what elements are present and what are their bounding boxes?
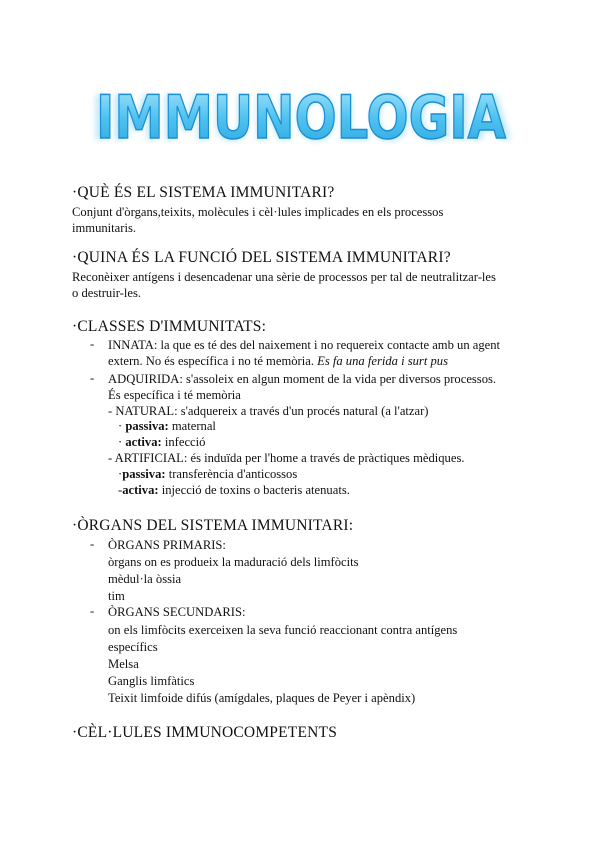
text-primary-organs-title: ÒRGANS PRIMARIS: — [108, 538, 226, 552]
text-function-line2: o destruir-les. — [72, 286, 141, 300]
text-natural: - NATURAL: s'adquereix a través d'un procés natural (a l'atzar) — [108, 404, 429, 418]
banner-title: IMMUNOLOGIA — [96, 83, 507, 153]
text-secondary-organs-desc-2: específics — [108, 640, 158, 654]
heading-immunity-classes: ·CLASSES D'IMMUNITATS: — [72, 318, 267, 335]
title-banner — [86, 80, 516, 160]
text-artificial-activa: -activa: injecció de toxins o bacteris atenuats. — [118, 483, 350, 497]
text-function-line1: Reconèixer antígens i desencadenar una sèrie de processos per tal de neutralitzar-les — [72, 270, 496, 284]
heading-function: ·QUINA ÉS LA FUNCIÓ DEL SISTEMA IMMUNITARI? — [72, 249, 451, 266]
text-secondary-organs-title: ÒRGANS SECUNDARIS: — [108, 605, 246, 619]
text-secondary-organ-1: Melsa — [108, 657, 139, 671]
text-artificial: - ARTIFICIAL: és induïda per l'home a través de pràctiques mèdiques. — [108, 451, 465, 465]
text-innata-line2: extern. No és específica i no té memòria. Es fa una ferida i surt pus — [108, 354, 448, 368]
text-natural-passiva: · passiva: maternal — [118, 419, 216, 433]
heading-what-is: ·QUÈ ÉS EL SISTEMA IMMUNITARI? — [72, 184, 335, 201]
text-secondary-organ-3: Teixit limfoide difús (amígdales, plaques de Peyer i apèndix) — [108, 691, 416, 705]
list-dash: - — [90, 371, 95, 385]
list-dash: - — [90, 604, 95, 618]
text-what-is-line1: Conjunt d'òrgans,teixits, molècules i cèl·lules implicades en els processos — [72, 205, 444, 219]
text-what-is-line2: immunitaris. — [72, 221, 137, 235]
heading-organs: ·ÒRGANS DEL SISTEMA IMMUNITARI: — [72, 517, 354, 534]
text-secondary-organs-desc-1: on els limfòcits exerceixen la seva funció reaccionant contra antígens — [108, 623, 458, 637]
text-primary-organ-1: mèdul·la òssia — [108, 572, 182, 586]
heading-immunocompetent-cells: ·CÈL·LULES IMMUNOCOMPETENTS — [72, 724, 338, 741]
text-primary-organs-desc: òrgans on es produeix la maduració dels limfòcits — [108, 555, 359, 569]
text-adquirida-line1: ADQUIRIDA: s'assoleix en algun moment de la vida per diversos processos. — [108, 372, 497, 386]
banner-glow: IMMUNOLOGIA — [91, 82, 512, 155]
list-dash: - — [90, 537, 95, 551]
text-secondary-organ-2: Ganglis limfàtics — [108, 674, 195, 688]
text-innata-example: Es fa una ferida i surt pus — [317, 354, 448, 368]
title-banner-graphic — [86, 80, 516, 160]
text-innata-line1: INNATA: la que es té des del naixement i no requereix contacte amb un agent — [108, 338, 501, 352]
text-artificial-passiva: ·passiva: transferència d'anticossos — [118, 467, 298, 481]
text-primary-organ-2: tim — [108, 589, 125, 603]
list-dash: - — [90, 337, 95, 351]
text-adquirida-line2: És específica i té memòria — [108, 388, 241, 402]
text-natural-activa: · activa: infecció — [118, 435, 206, 449]
